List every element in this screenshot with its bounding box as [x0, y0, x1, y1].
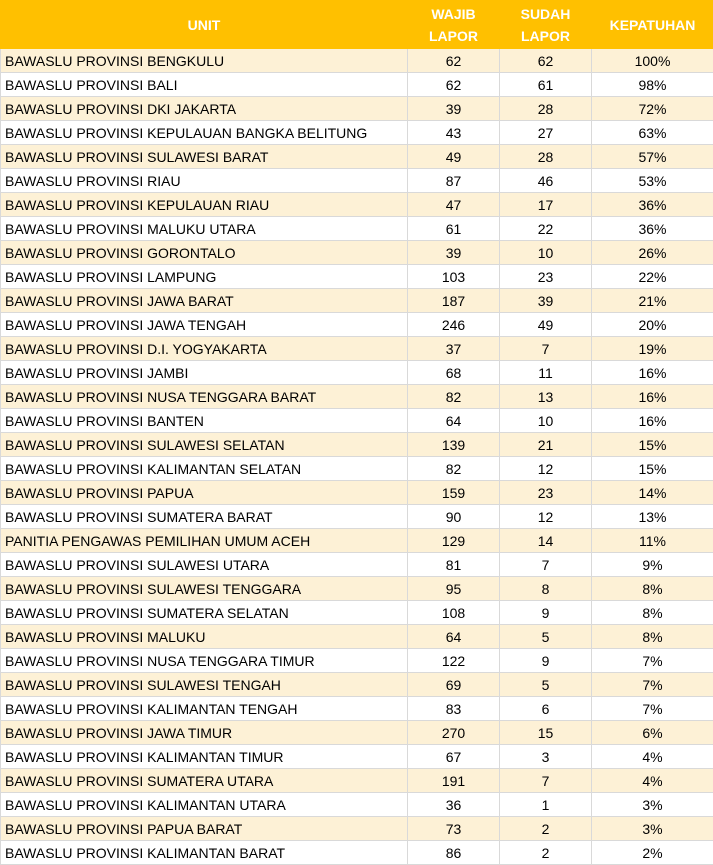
table-row [1, 553, 713, 577]
cell-sudah-lapor: 9 [500, 649, 592, 673]
cell-unit: BAWASLU PROVINSI KEPULAUAN BANGKA BELITUNG [1, 121, 408, 145]
table-row [1, 97, 713, 121]
cell-sudah-lapor: 8 [500, 577, 592, 601]
cell-sudah-lapor: 6 [500, 697, 592, 721]
cell-unit: BAWASLU PROVINSI KEPULAUAN RIAU [1, 193, 408, 217]
table-row [1, 481, 713, 505]
cell-sudah-lapor: 5 [500, 673, 592, 697]
cell-unit: BAWASLU PROVINSI KALIMANTAN SELATAN [1, 457, 408, 481]
table-row [1, 289, 713, 313]
cell-sudah-lapor: 9 [500, 601, 592, 625]
cell-wajib-lapor: 187 [408, 289, 500, 313]
cell-kepatuhan: 72% [592, 97, 713, 121]
cell-sudah-lapor: 2 [500, 841, 592, 865]
cell-unit: BAWASLU PROVINSI DKI JAKARTA [1, 97, 408, 121]
cell-sudah-lapor: 62 [500, 49, 592, 73]
table-row [1, 745, 713, 769]
cell-sudah-lapor: 23 [500, 265, 592, 289]
table-row [1, 601, 713, 625]
cell-unit: BAWASLU PROVINSI JAWA TENGAH [1, 313, 408, 337]
cell-kepatuhan: 21% [592, 289, 713, 313]
table-row [1, 769, 713, 793]
cell-wajib-lapor: 103 [408, 265, 500, 289]
cell-sudah-lapor: 7 [500, 769, 592, 793]
cell-unit: BAWASLU PROVINSI KALIMANTAN TIMUR [1, 745, 408, 769]
cell-sudah-lapor: 14 [500, 529, 592, 553]
cell-unit: BAWASLU PROVINSI LAMPUNG [1, 265, 408, 289]
cell-unit: BAWASLU PROVINSI BENGKULU [1, 49, 408, 73]
cell-sudah-lapor: 28 [500, 145, 592, 169]
cell-unit: BAWASLU PROVINSI JAWA TIMUR [1, 721, 408, 745]
table-row [1, 361, 713, 385]
cell-wajib-lapor: 81 [408, 553, 500, 577]
cell-kepatuhan: 98% [592, 73, 713, 97]
table-row [1, 577, 713, 601]
cell-sudah-lapor: 12 [500, 457, 592, 481]
header-unit: UNIT [1, 1, 408, 49]
cell-kepatuhan: 6% [592, 721, 713, 745]
cell-kepatuhan: 57% [592, 145, 713, 169]
cell-unit: BAWASLU PROVINSI GORONTALO [1, 241, 408, 265]
cell-sudah-lapor: 10 [500, 241, 592, 265]
table-row [1, 49, 713, 73]
cell-kepatuhan: 20% [592, 313, 713, 337]
cell-wajib-lapor: 83 [408, 697, 500, 721]
table-body [1, 49, 713, 865]
table-row [1, 265, 713, 289]
cell-sudah-lapor: 12 [500, 505, 592, 529]
cell-wajib-lapor: 39 [408, 97, 500, 121]
cell-kepatuhan: 26% [592, 241, 713, 265]
cell-kepatuhan: 14% [592, 481, 713, 505]
cell-wajib-lapor: 270 [408, 721, 500, 745]
cell-wajib-lapor: 67 [408, 745, 500, 769]
table-row [1, 169, 713, 193]
cell-kepatuhan: 3% [592, 793, 713, 817]
cell-kepatuhan: 16% [592, 409, 713, 433]
cell-wajib-lapor: 73 [408, 817, 500, 841]
table-row [1, 457, 713, 481]
cell-wajib-lapor: 64 [408, 625, 500, 649]
cell-unit: BAWASLU PROVINSI KALIMANTAN TENGAH [1, 697, 408, 721]
table-row [1, 673, 713, 697]
table-row [1, 505, 713, 529]
table-row [1, 409, 713, 433]
cell-unit: BAWASLU PROVINSI SULAWESI TENGGARA [1, 577, 408, 601]
table-row [1, 817, 713, 841]
cell-wajib-lapor: 108 [408, 601, 500, 625]
cell-sudah-lapor: 49 [500, 313, 592, 337]
cell-kepatuhan: 4% [592, 769, 713, 793]
table-row [1, 121, 713, 145]
cell-wajib-lapor: 82 [408, 385, 500, 409]
header-row [1, 1, 713, 49]
cell-wajib-lapor: 37 [408, 337, 500, 361]
table-row [1, 433, 713, 457]
cell-unit: BAWASLU PROVINSI SULAWESI BARAT [1, 145, 408, 169]
cell-sudah-lapor: 3 [500, 745, 592, 769]
cell-kepatuhan: 2% [592, 841, 713, 865]
cell-wajib-lapor: 159 [408, 481, 500, 505]
header-wajib-line2: LAPOR [429, 27, 478, 44]
cell-wajib-lapor: 62 [408, 49, 500, 73]
table-row [1, 145, 713, 169]
cell-sudah-lapor: 5 [500, 625, 592, 649]
cell-unit: BAWASLU PROVINSI SUMATERA UTARA [1, 769, 408, 793]
table-row [1, 793, 713, 817]
cell-kepatuhan: 7% [592, 649, 713, 673]
cell-kepatuhan: 19% [592, 337, 713, 361]
cell-wajib-lapor: 69 [408, 673, 500, 697]
cell-unit: BAWASLU PROVINSI RIAU [1, 169, 408, 193]
cell-kepatuhan: 100% [592, 49, 713, 73]
table-row [1, 313, 713, 337]
cell-wajib-lapor: 95 [408, 577, 500, 601]
cell-unit: BAWASLU PROVINSI SULAWESI UTARA [1, 553, 408, 577]
cell-wajib-lapor: 39 [408, 241, 500, 265]
cell-wajib-lapor: 87 [408, 169, 500, 193]
cell-sudah-lapor: 1 [500, 793, 592, 817]
cell-kepatuhan: 16% [592, 361, 713, 385]
cell-kepatuhan: 63% [592, 121, 713, 145]
cell-kepatuhan: 36% [592, 193, 713, 217]
cell-sudah-lapor: 21 [500, 433, 592, 457]
table-row [1, 721, 713, 745]
cell-sudah-lapor: 22 [500, 217, 592, 241]
cell-unit: BAWASLU PROVINSI BALI [1, 73, 408, 97]
cell-unit: BAWASLU PROVINSI NUSA TENGGARA BARAT [1, 385, 408, 409]
cell-wajib-lapor: 191 [408, 769, 500, 793]
cell-unit: BAWASLU PROVINSI SULAWESI TENGAH [1, 673, 408, 697]
cell-kepatuhan: 22% [592, 265, 713, 289]
cell-unit: BAWASLU PROVINSI NUSA TENGGARA TIMUR [1, 649, 408, 673]
cell-wajib-lapor: 139 [408, 433, 500, 457]
cell-unit: BAWASLU PROVINSI SUMATERA SELATAN [1, 601, 408, 625]
cell-kepatuhan: 9% [592, 553, 713, 577]
cell-kepatuhan: 36% [592, 217, 713, 241]
header-sudah-line2: LAPOR [521, 27, 570, 44]
cell-wajib-lapor: 43 [408, 121, 500, 145]
cell-kepatuhan: 15% [592, 433, 713, 457]
table-row [1, 841, 713, 865]
cell-kepatuhan: 8% [592, 601, 713, 625]
header-sudah-lapor [500, 1, 592, 49]
table-row [1, 697, 713, 721]
cell-sudah-lapor: 13 [500, 385, 592, 409]
table-row [1, 217, 713, 241]
cell-unit: PANITIA PENGAWAS PEMILIHAN UMUM ACEH [1, 529, 408, 553]
cell-kepatuhan: 8% [592, 577, 713, 601]
cell-wajib-lapor: 36 [408, 793, 500, 817]
cell-sudah-lapor: 23 [500, 481, 592, 505]
cell-unit: BAWASLU PROVINSI JAWA BARAT [1, 289, 408, 313]
cell-wajib-lapor: 90 [408, 505, 500, 529]
cell-unit: BAWASLU PROVINSI KALIMANTAN BARAT [1, 841, 408, 865]
cell-unit: BAWASLU PROVINSI MALUKU [1, 625, 408, 649]
cell-kepatuhan: 8% [592, 625, 713, 649]
cell-sudah-lapor: 15 [500, 721, 592, 745]
cell-sudah-lapor: 61 [500, 73, 592, 97]
cell-sudah-lapor: 28 [500, 97, 592, 121]
cell-kepatuhan: 7% [592, 673, 713, 697]
cell-kepatuhan: 4% [592, 745, 713, 769]
cell-sudah-lapor: 7 [500, 553, 592, 577]
cell-wajib-lapor: 86 [408, 841, 500, 865]
table-row [1, 625, 713, 649]
header-kepatuhan: KEPATUHAN [592, 1, 713, 49]
cell-wajib-lapor: 62 [408, 73, 500, 97]
table-row [1, 241, 713, 265]
cell-wajib-lapor: 129 [408, 529, 500, 553]
cell-unit: BAWASLU PROVINSI PAPUA BARAT [1, 817, 408, 841]
cell-kepatuhan: 15% [592, 457, 713, 481]
header-wajib-line1: WAJIB [431, 5, 476, 22]
cell-wajib-lapor: 82 [408, 457, 500, 481]
cell-unit: BAWASLU PROVINSI D.I. YOGYAKARTA [1, 337, 408, 361]
cell-kepatuhan: 3% [592, 817, 713, 841]
cell-wajib-lapor: 47 [408, 193, 500, 217]
cell-wajib-lapor: 122 [408, 649, 500, 673]
cell-wajib-lapor: 64 [408, 409, 500, 433]
table-row [1, 337, 713, 361]
table-row [1, 385, 713, 409]
cell-kepatuhan: 11% [592, 529, 713, 553]
cell-sudah-lapor: 17 [500, 193, 592, 217]
cell-unit: BAWASLU PROVINSI KALIMANTAN UTARA [1, 793, 408, 817]
table-row [1, 529, 713, 553]
table-row [1, 649, 713, 673]
table-row [1, 73, 713, 97]
cell-wajib-lapor: 246 [408, 313, 500, 337]
cell-unit: BAWASLU PROVINSI PAPUA [1, 481, 408, 505]
header-wajib-lapor [408, 1, 500, 49]
cell-wajib-lapor: 68 [408, 361, 500, 385]
cell-kepatuhan: 13% [592, 505, 713, 529]
cell-kepatuhan: 16% [592, 385, 713, 409]
cell-wajib-lapor: 49 [408, 145, 500, 169]
cell-sudah-lapor: 2 [500, 817, 592, 841]
cell-unit: BAWASLU PROVINSI JAMBI [1, 361, 408, 385]
cell-sudah-lapor: 7 [500, 337, 592, 361]
cell-sudah-lapor: 27 [500, 121, 592, 145]
cell-sudah-lapor: 39 [500, 289, 592, 313]
cell-unit: BAWASLU PROVINSI SUMATERA BARAT [1, 505, 408, 529]
cell-kepatuhan: 53% [592, 169, 713, 193]
table-header [1, 1, 713, 49]
cell-unit: BAWASLU PROVINSI MALUKU UTARA [1, 217, 408, 241]
header-sudah-line1: SUDAH [520, 5, 571, 22]
cell-wajib-lapor: 61 [408, 217, 500, 241]
cell-sudah-lapor: 11 [500, 361, 592, 385]
cell-sudah-lapor: 46 [500, 169, 592, 193]
cell-unit: BAWASLU PROVINSI SULAWESI SELATAN [1, 433, 408, 457]
table-row [1, 193, 713, 217]
cell-kepatuhan: 7% [592, 697, 713, 721]
cell-sudah-lapor: 10 [500, 409, 592, 433]
cell-unit: BAWASLU PROVINSI BANTEN [1, 409, 408, 433]
